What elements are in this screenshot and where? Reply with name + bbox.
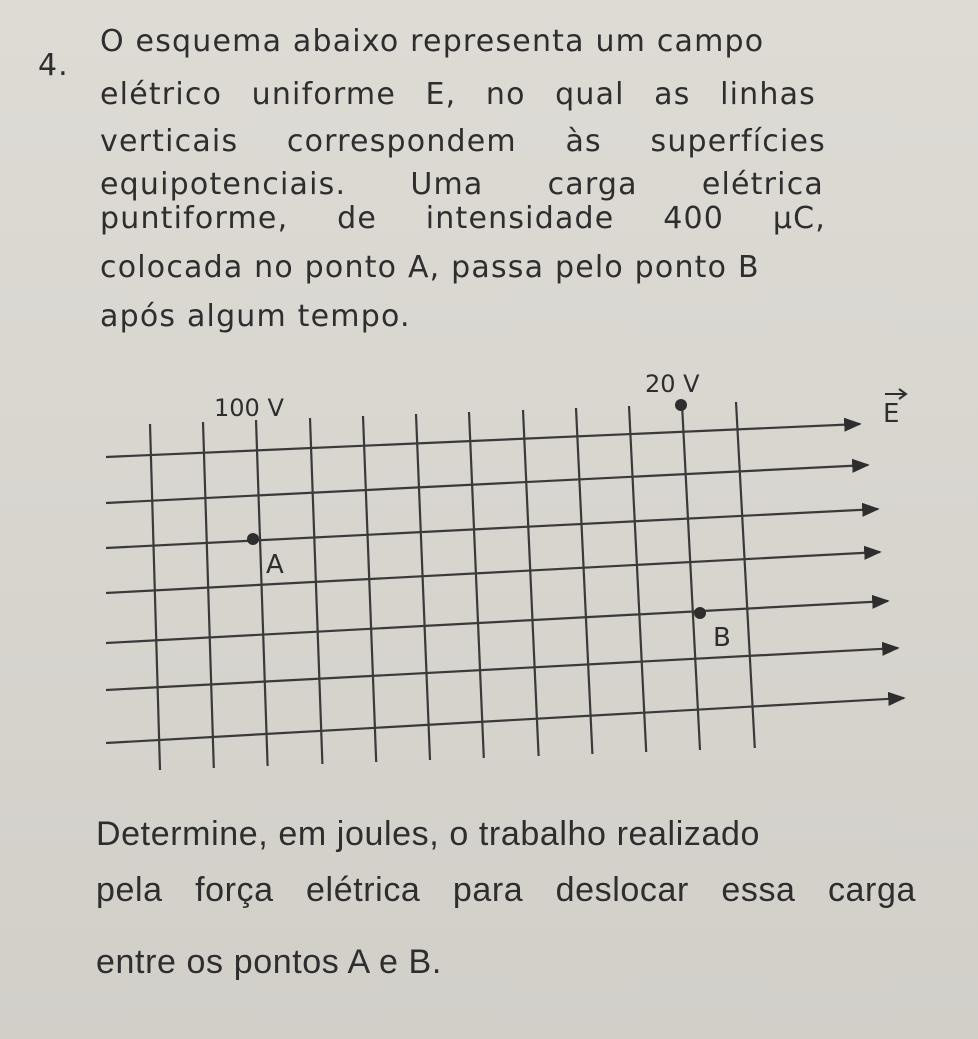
- field-line: [106, 465, 868, 503]
- equipotential-line: [629, 406, 646, 752]
- equipotential-line: [150, 424, 160, 770]
- equipotential-line: [363, 416, 376, 762]
- label-point-a: A: [266, 550, 284, 580]
- field-line: [106, 509, 878, 548]
- prompt-line-1: Determine, em joules, o trabalho realizado: [96, 815, 760, 853]
- statement-line-3: verticais correspondem às superfícies: [100, 124, 826, 159]
- statement-line-5: puntiforme, de intensidade 400 μC,: [100, 201, 826, 236]
- field-line: [106, 698, 904, 743]
- prompt-line-3: entre os pontos A e B.: [96, 943, 442, 981]
- equipotential-line: [469, 412, 484, 758]
- field-lines: [106, 424, 904, 743]
- statement-line-1: O esquema abaixo representa um campo: [100, 24, 765, 59]
- field-e-label: E: [883, 399, 900, 429]
- equipotential-line: [203, 422, 214, 768]
- equipotential-line: [310, 418, 322, 764]
- label-point-b: B: [713, 623, 731, 653]
- point-b-dot: [694, 607, 706, 619]
- marker-20v: [675, 399, 687, 411]
- vector-arrow-icon: [885, 389, 906, 399]
- field-line: [106, 552, 880, 593]
- label-100v: 100 V: [214, 394, 284, 422]
- label-20v: 20 V: [645, 370, 700, 398]
- prompt-line-2: pela força elétrica para deslocar essa carga: [96, 871, 916, 909]
- point-a-dot: [247, 533, 259, 545]
- field-line: [106, 648, 898, 690]
- statement-line-7: após algum tempo.: [100, 299, 411, 334]
- statement-line-4: equipotenciais. Uma carga elétrica: [100, 167, 824, 202]
- equipotential-line: [576, 408, 592, 754]
- field-line: [106, 601, 888, 643]
- field-line: [106, 424, 860, 457]
- statement-line-2: elétrico uniforme E, no qual as linhas: [100, 77, 816, 112]
- equipotential-line: [523, 410, 539, 756]
- equipotential-line: [416, 414, 430, 760]
- equipotential-line: [256, 420, 268, 766]
- equipotential-line: [736, 402, 755, 748]
- question-number: 4.: [38, 48, 69, 83]
- statement-line-6: colocada no ponto A, passa pelo ponto B: [100, 250, 760, 285]
- equipotential-line: [682, 404, 700, 750]
